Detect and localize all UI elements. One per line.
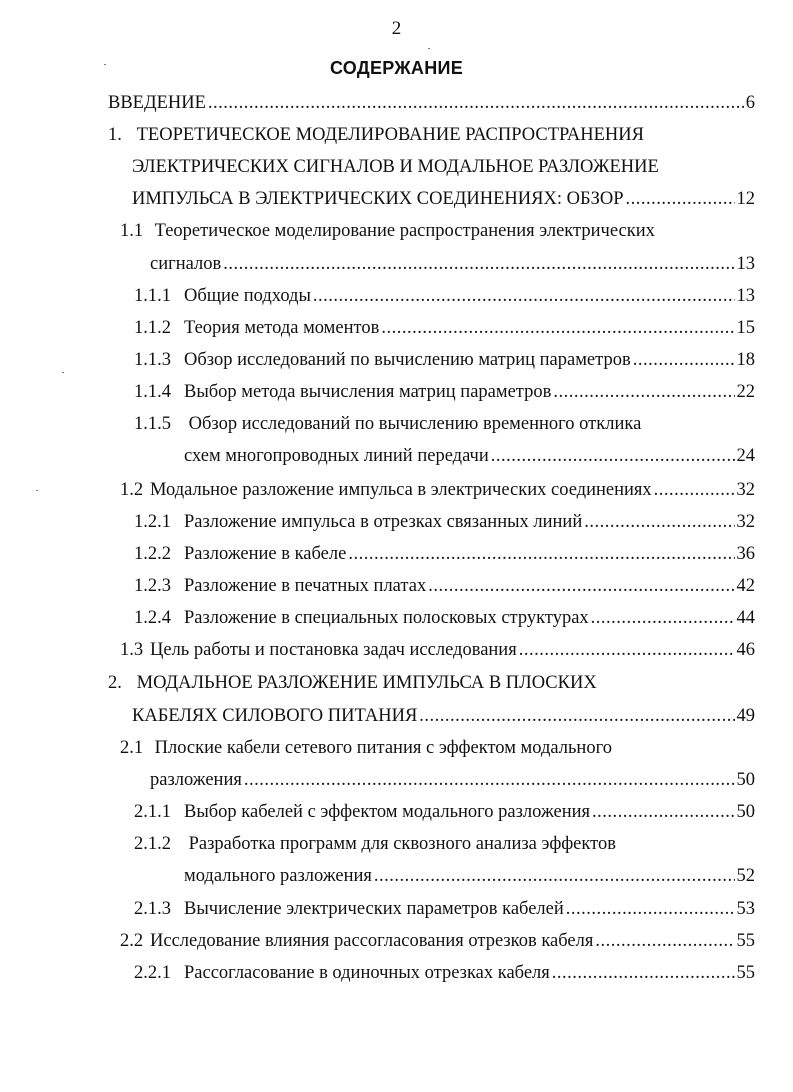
toc-entry-text: КАБЕЛЯХ СИЛОВОГО ПИТАНИЯ — [132, 706, 418, 726]
toc-number: 1.1 — [120, 221, 144, 241]
leader-dots — [428, 573, 734, 599]
toc-page-number: 53 — [736, 899, 755, 919]
toc-entry-text: Выбор метода вычисления матриц параметров — [184, 382, 552, 402]
toc-entry-text: модального разложения — [184, 866, 372, 886]
page-title: СОДЕРЖАНИЕ — [329, 58, 464, 78]
toc-page-number: 13 — [736, 254, 755, 274]
leader-dots — [553, 379, 734, 405]
toc-page-number: 52 — [736, 866, 755, 886]
toc-subsection-1-2-4 — [134, 605, 755, 631]
toc-page-number: 32 — [736, 512, 755, 532]
leader-dots — [348, 541, 734, 567]
toc-page-number: 12 — [736, 189, 755, 209]
leader-dots — [491, 443, 735, 469]
toc-entry-text: Разработка программ для сквозного анализа эффектов — [188, 834, 616, 854]
toc-subsection-1-1-3 — [134, 347, 755, 373]
leader-dots — [626, 186, 735, 212]
toc-entry-text: Плоские кабели сетевого питания с эффектом модального — [154, 738, 612, 758]
toc-entry-text: Разложение в кабеле — [184, 544, 347, 564]
toc-subsection-1-1-5-line-2 — [184, 443, 755, 469]
toc-number: 1. — [108, 125, 122, 145]
toc-entry-label — [134, 541, 346, 567]
toc-section-1-2 — [120, 477, 755, 503]
toc-entry-text: Обзор исследований по вычислению временного отклика — [188, 414, 642, 434]
toc-page-number: 44 — [736, 608, 755, 628]
leader-dots — [566, 896, 735, 922]
toc-entry-label — [134, 379, 551, 405]
toc-entry-label — [134, 960, 550, 986]
toc-subsection-1-2-3 — [134, 573, 755, 599]
toc-number: 1.2.1 — [134, 512, 171, 532]
toc-entry-text: ТЕОРЕТИЧЕСКОЕ МОДЕЛИРОВАНИЕ РАСПРОСТРАНЕНИЯ — [136, 125, 644, 145]
toc-subsection-1-1-2 — [134, 315, 755, 341]
leader-dots — [223, 251, 734, 277]
toc-page-number: 46 — [736, 640, 755, 660]
toc-chapter-1-line-2: ЭЛЕКТРИЧЕСКИХ СИГНАЛОВ И МОДАЛЬНОЕ РАЗЛОЖЕНИЕ — [132, 157, 659, 177]
leader-dots — [374, 863, 735, 889]
toc-entry-text: Исследование влияния рассогласования отрезков кабеля — [150, 931, 594, 951]
toc-number: 1.1.3 — [134, 350, 171, 370]
toc-subsection-2-2-1 — [134, 960, 755, 986]
toc-number: 2.1.3 — [134, 899, 171, 919]
toc-entry-label — [120, 928, 593, 954]
toc-subsection-2-1-2-line-2 — [184, 863, 755, 889]
toc-chapter-2-line-1 — [108, 670, 597, 696]
leader-dots — [633, 347, 735, 373]
toc-page-number: 24 — [736, 446, 755, 466]
toc-entry-text: схем многопроводных линий передачи — [184, 446, 489, 466]
toc-entry-text: Рассогласование в одиночных отрезках кабеля — [184, 963, 550, 983]
scan-speck — [36, 490, 38, 491]
toc-page-number: 50 — [736, 770, 755, 790]
leader-dots — [419, 703, 734, 729]
toc-entry-label — [120, 637, 517, 663]
toc-section-2-2 — [120, 928, 755, 954]
toc-page-number: 32 — [736, 480, 755, 500]
toc-number: 1.2.2 — [134, 544, 171, 564]
toc-page-number: 13 — [736, 286, 755, 306]
toc-number: 2. — [108, 673, 122, 693]
leader-dots — [208, 90, 744, 116]
toc-entry-text: Обзор исследований по вычислению матриц параметров — [184, 350, 631, 370]
toc-entry-label — [134, 605, 589, 631]
toc-entry-label — [134, 896, 564, 922]
scan-speck — [104, 64, 106, 65]
toc-chapter-2-line-2 — [132, 703, 755, 729]
toc-entry-text: Цель работы и постановка задач исследования — [150, 640, 517, 660]
toc-section-2-1-line-2 — [150, 767, 755, 793]
toc-entry-text: Разложение в специальных полосковых структурах — [184, 608, 589, 628]
toc-page-number: 50 — [736, 802, 755, 822]
toc-subsection-1-2-1 — [134, 509, 755, 535]
toc-entry-text: Разложение в печатных платах — [184, 576, 427, 596]
toc-page-number: 42 — [736, 576, 755, 596]
scan-speck — [62, 372, 64, 373]
toc-entry-text: Теория метода моментов — [184, 318, 380, 338]
toc-entry-text: Разложение импульса в отрезках связанных линий — [184, 512, 583, 532]
toc-number: 1.2.4 — [134, 608, 171, 628]
toc-entry-text: Выбор кабелей с эффектом модального разложения — [184, 802, 591, 822]
toc-number: 1.1.2 — [134, 318, 171, 338]
toc-subsection-2-1-1 — [134, 799, 755, 825]
toc-section-1-3 — [120, 637, 755, 663]
toc-number: 1.1.4 — [134, 382, 171, 402]
toc-chapter-1-line-1 — [108, 122, 644, 148]
toc-entry-label — [120, 477, 652, 503]
leader-dots — [552, 960, 735, 986]
toc-number: 1.3 — [120, 640, 144, 660]
toc-entry-label — [134, 573, 426, 599]
toc-page-number: 49 — [736, 706, 755, 726]
leader-dots — [244, 767, 735, 793]
leader-dots — [595, 928, 734, 954]
leader-dots — [519, 637, 735, 663]
toc-entry-text: ИМПУЛЬСА В ЭЛЕКТРИЧЕСКИХ СОЕДИНЕНИЯХ: ОБЗОР — [132, 189, 624, 209]
toc-page-number: 36 — [736, 544, 755, 564]
page-number: 2 — [391, 18, 402, 39]
toc-subsection-2-1-2-line-1 — [134, 831, 616, 857]
toc-entry-text: сигналов — [150, 254, 222, 274]
toc-subsection-2-1-3 — [134, 896, 755, 922]
toc-page-number: 6 — [745, 93, 755, 113]
leader-dots — [591, 605, 735, 631]
toc-number: 2.1.1 — [134, 802, 171, 822]
toc-subsection-1-1-4 — [134, 379, 755, 405]
toc-page-number: 55 — [736, 931, 755, 951]
toc-section-1-1-line-2 — [150, 251, 755, 277]
toc-section-1-1-line-1 — [120, 218, 655, 244]
toc-number: 1.2 — [120, 480, 144, 500]
toc-entry-label — [134, 799, 590, 825]
toc-subsection-1-1-1 — [134, 283, 755, 309]
leader-dots — [381, 315, 734, 341]
toc-number: 1.1.5 — [134, 414, 171, 434]
toc-number: 2.1 — [120, 738, 144, 758]
toc-entry-label — [134, 347, 631, 373]
leader-dots — [313, 283, 735, 309]
toc-page-number: 55 — [736, 963, 755, 983]
toc-subsection-1-2-2 — [134, 541, 755, 567]
toc-entry-label — [134, 509, 582, 535]
toc-number: 1.1.1 — [134, 286, 171, 306]
toc-entry-text: Модальное разложение импульса в электрических соединениях — [150, 480, 652, 500]
toc-entry-label — [134, 315, 379, 341]
toc-entry-text: разложения — [150, 770, 242, 790]
toc-entry-text: Теоретическое моделирование распространения электрических — [154, 221, 655, 241]
leader-dots — [654, 477, 735, 503]
leader-dots — [592, 799, 734, 825]
toc-entry-text: МОДАЛЬНОЕ РАЗЛОЖЕНИЕ ИМПУЛЬСА В ПЛОСКИХ — [136, 673, 597, 693]
toc-number: 2.1.2 — [134, 834, 171, 854]
toc-page-number: 18 — [736, 350, 755, 370]
toc-number: 1.2.3 — [134, 576, 171, 596]
toc-subsection-1-1-5-line-1 — [134, 411, 641, 437]
toc-number: 2.2 — [120, 931, 144, 951]
toc-number: 2.2.1 — [134, 963, 171, 983]
toc-entry-intro — [108, 90, 755, 116]
toc-entry-text: ВВЕДЕНИЕ — [108, 93, 206, 113]
toc-section-2-1-line-1 — [120, 735, 612, 761]
leader-dots — [584, 509, 734, 535]
toc-page-number: 22 — [736, 382, 755, 402]
toc-entry-text: Вычисление электрических параметров кабелей — [184, 899, 564, 919]
toc-entry-text: Общие подходы — [184, 286, 311, 306]
toc-chapter-1-line-3 — [132, 186, 755, 212]
toc-entry-label — [134, 283, 311, 309]
toc-page-number: 15 — [736, 318, 755, 338]
scan-speck — [428, 48, 430, 49]
